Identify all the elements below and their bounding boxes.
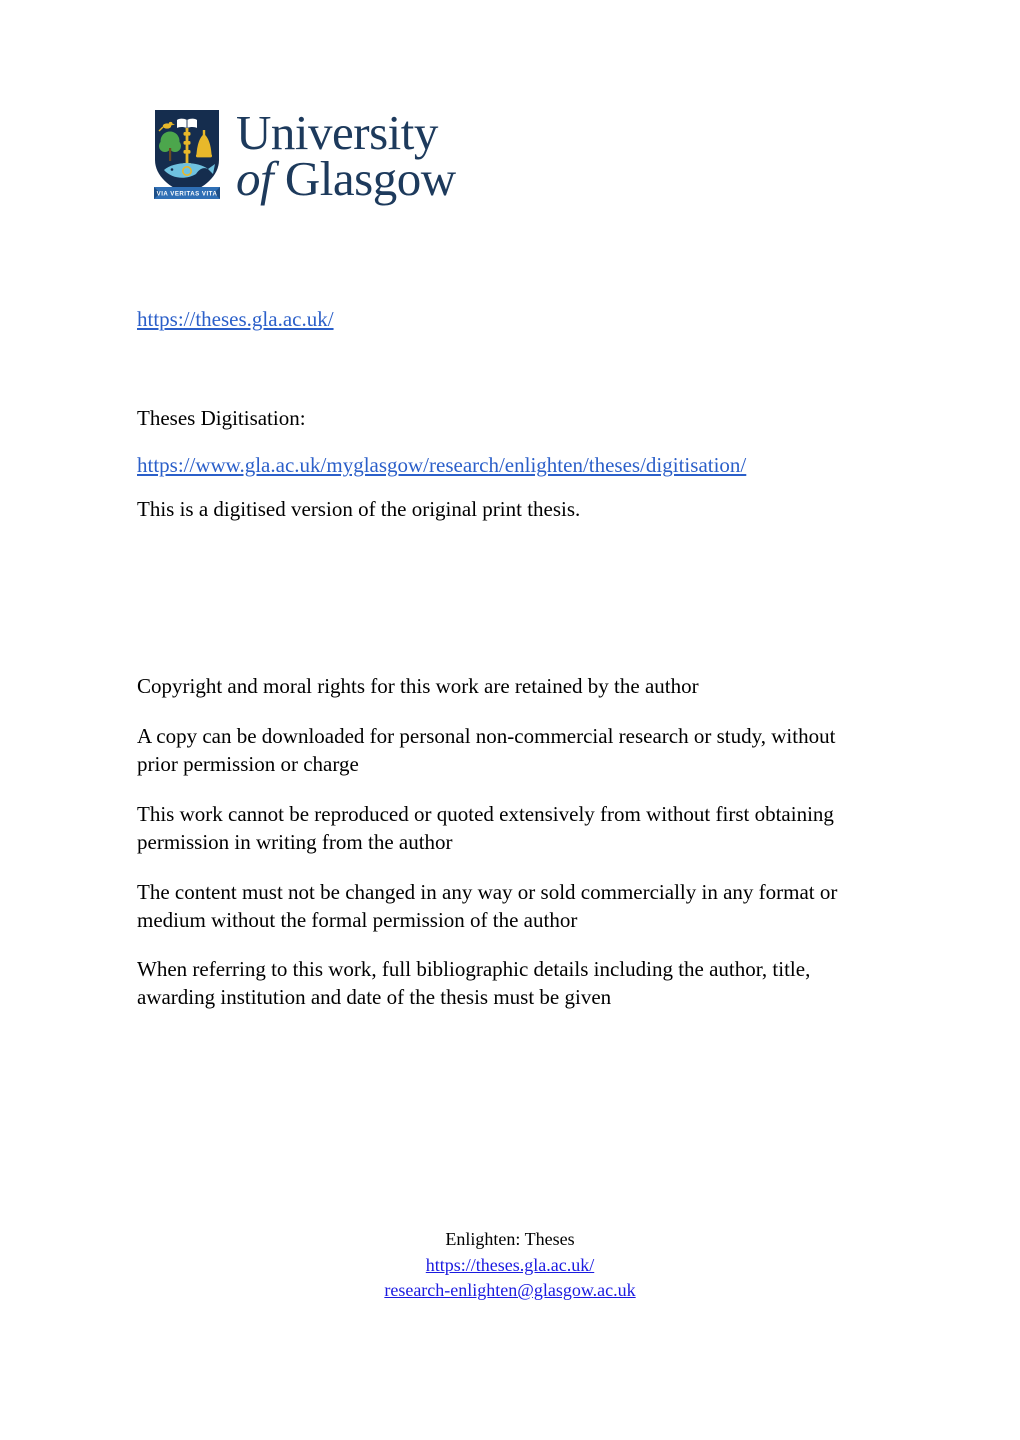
svg-text:VIA VERITAS VITA: VIA VERITAS VITA [156,190,218,198]
page-footer [0,1227,1020,1304]
university-crest-icon [152,108,222,204]
digitisation-note: This is a digitised version of the original print thesis. [137,496,581,521]
rights-paragraph: This work cannot be reproduced or quoted extensively from without first obtaining permission in writing from the author [137,801,834,854]
footer-email-row [0,1278,1020,1304]
rights-paragraph: The content must not be changed in any way or sold commercially in any format or medium without the formal permission of the author [137,879,838,932]
university-logo [152,104,456,206]
main-content [137,305,867,524]
footer-url-row [0,1253,1020,1279]
footer-url-link[interactable]: https://theses.gla.ac.uk/ [425,1254,595,1275]
repository-link-row [137,305,867,333]
digitisation-url-link[interactable]: https://www.gla.ac.uk/myglasgow/research/enlighten/theses/digitisation/ [137,453,747,478]
wordmark-glasgow: Glasgow [284,151,456,206]
rights-paragraph: Copyright and moral rights for this work are retained by the author [137,674,699,698]
digitisation-heading: Theses Digitisation: [137,406,306,431]
university-wordmark [236,104,456,206]
wordmark-of: of [236,151,274,206]
rights-statement [137,673,872,1012]
wordmark-university: University [236,104,438,160]
repository-url-link[interactable]: https://theses.gla.ac.uk/ [137,307,334,331]
rights-paragraph: When referring to this work, full bibliographic details including the author, title, awarding institution and date of the thesis must be given [137,957,811,1010]
wordmark-of-glasgow [236,151,456,206]
footer-email-link[interactable]: research-enlighten@glasgow.ac.uk [384,1280,636,1301]
digitisation-link-row [137,451,867,479]
footer-service-name: Enlighten: Theses [445,1229,575,1249]
rights-paragraph: A copy can be downloaded for personal non-commercial research or study, without prior permission or charge [137,723,836,776]
